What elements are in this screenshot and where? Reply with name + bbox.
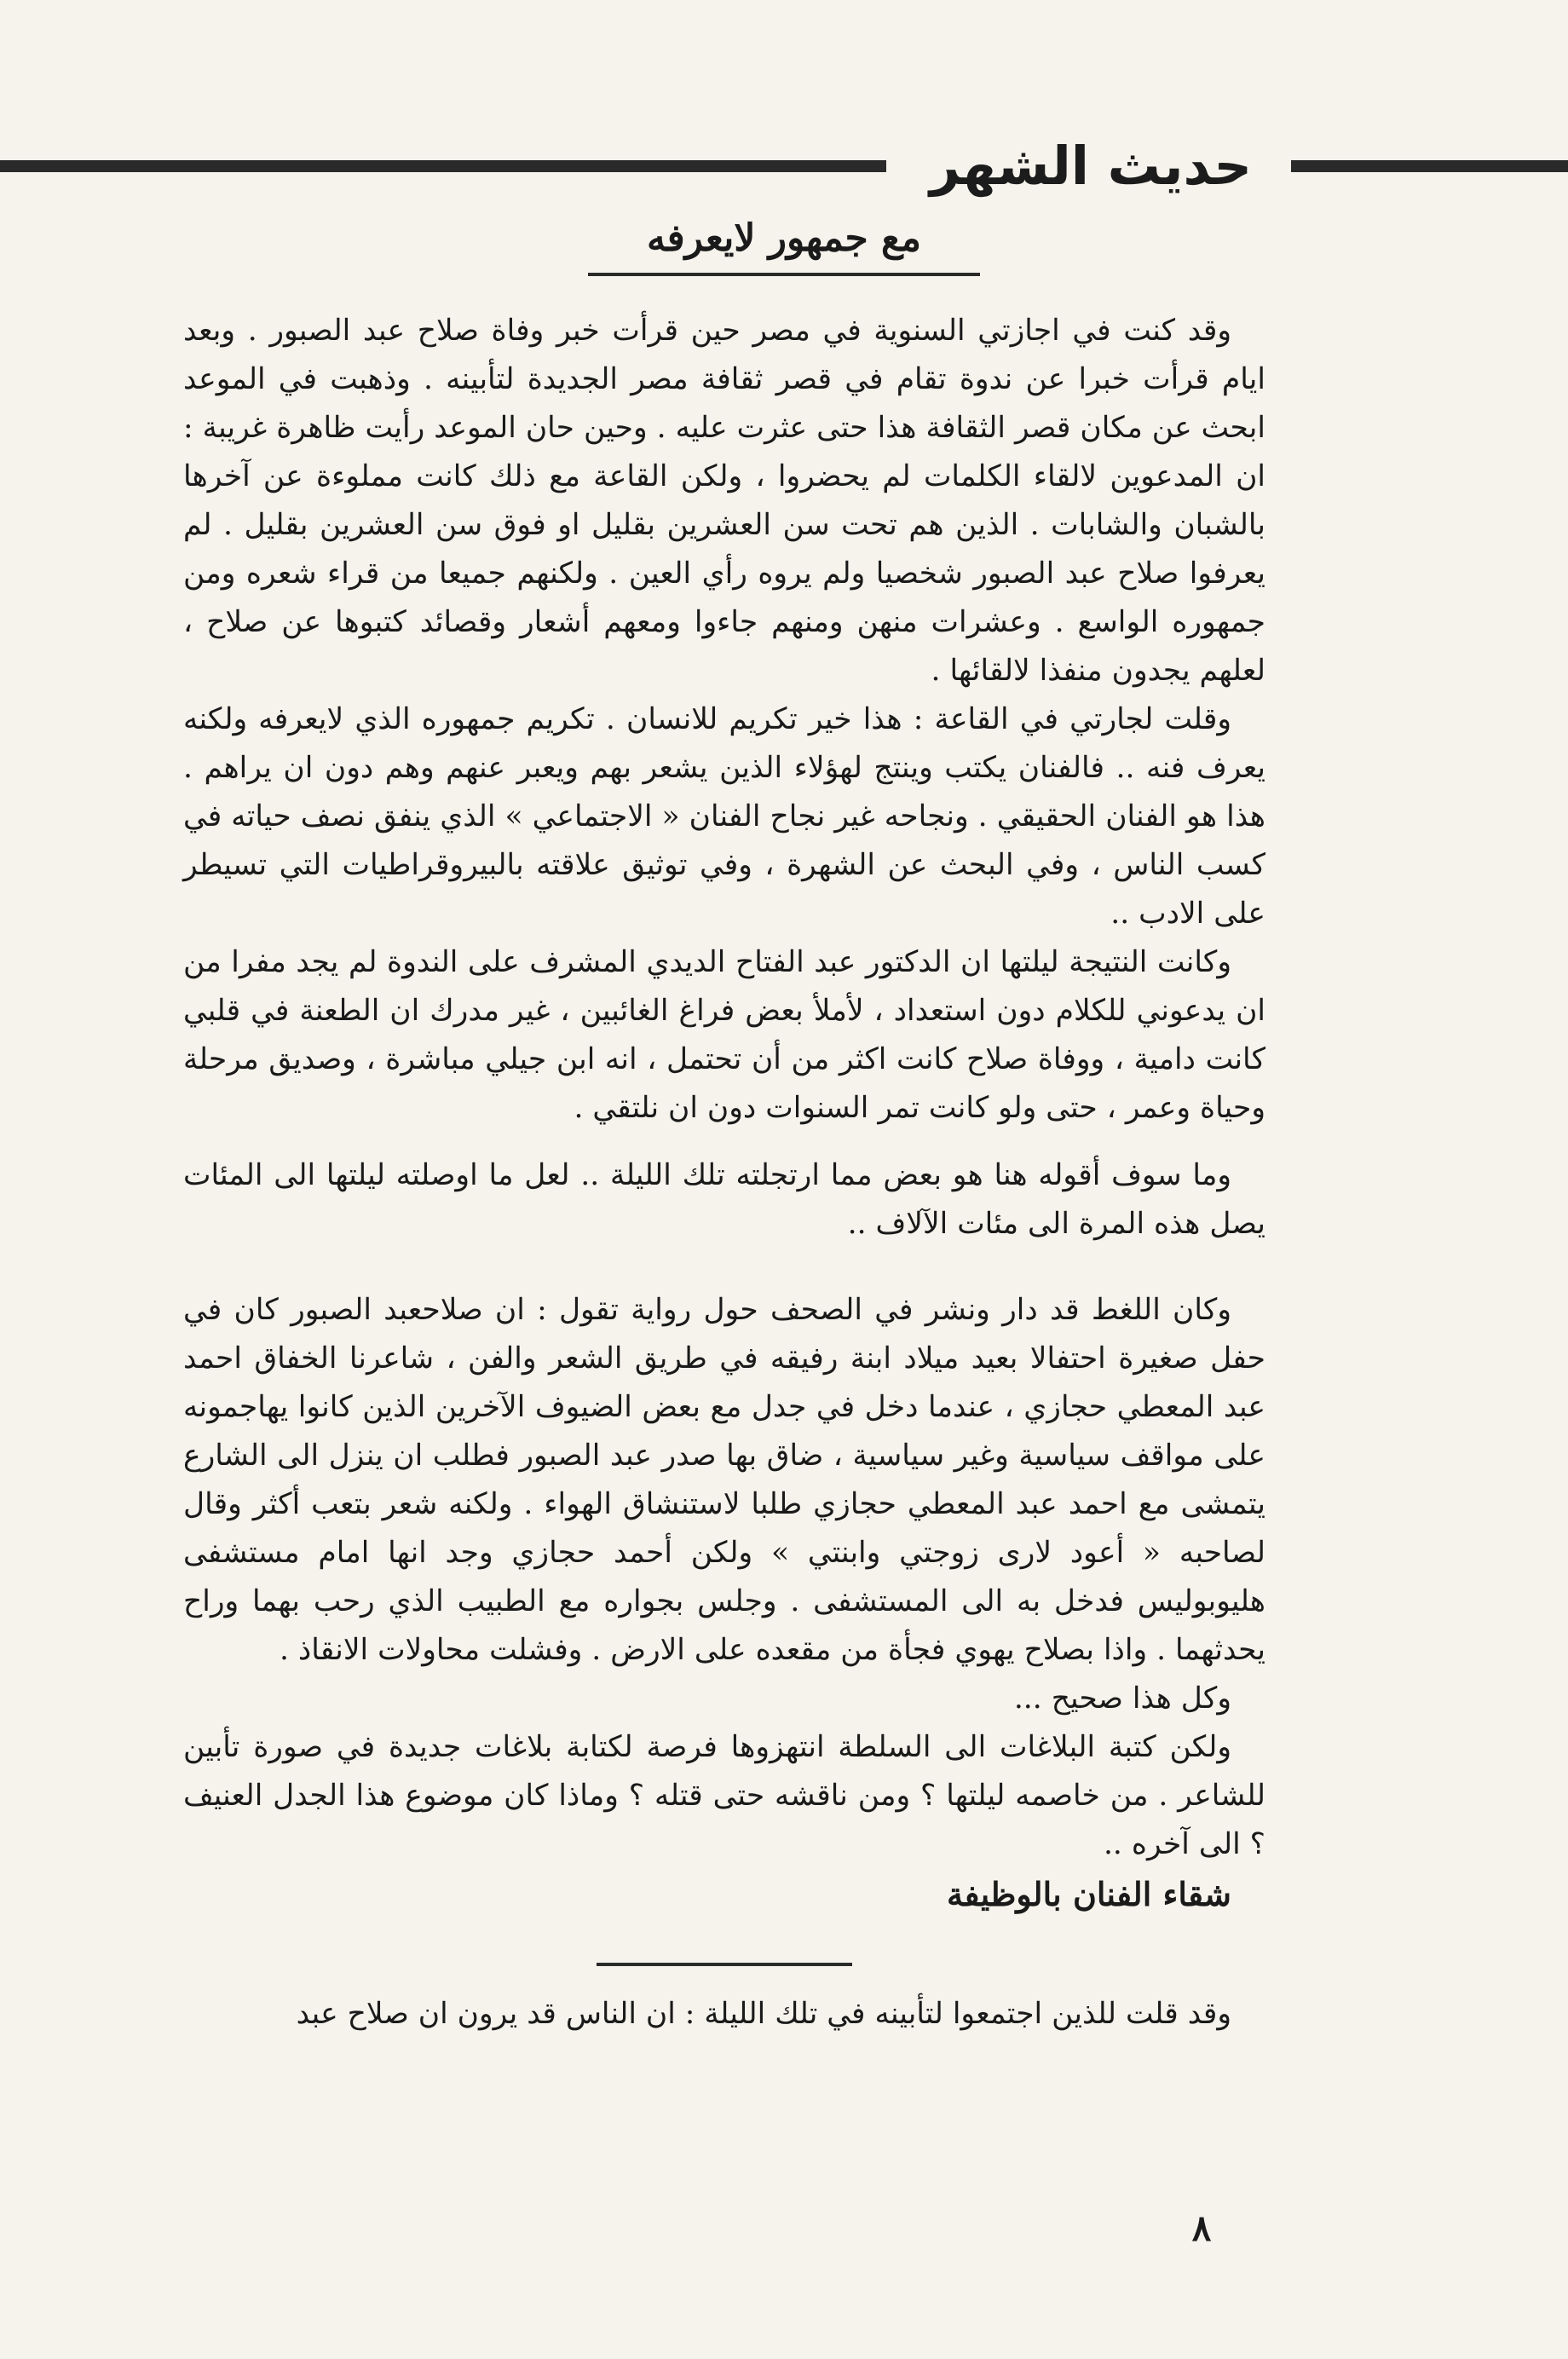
- title-underline: [588, 273, 980, 276]
- article-body: [183, 307, 1265, 2039]
- section-subheading: شقاء الفنان بالوظيفة: [947, 1875, 1231, 1913]
- paragraph: وما سوف أقوله هنا هو بعض مما ارتجلته تلك الليلة .. لعل ما اوصلته ليلتها الى المئات يصل هذه المرة الى مئات الآلاف ..: [183, 1158, 1265, 1241]
- article-title: مع جمهور لايعرفه: [647, 216, 921, 260]
- paragraph: وقلت لجارتي في القاعة : هذا خير تكريم للانسان . تكريم جمهوره الذي لايعرفه ولكنه يعرف فنه .. فالفنان يكتب وينتج لهؤلاء الذين يشعر بهم ويعبر عنهم وهم دون ان يراهم . هذا هو الفنان الحقيقي . ونجاحه غير نجاح الفنان « الاجتماعي » الذي ينفق نصف حياته في كسب الناس ، وفي البحث عن الشهرة ، وفي توثيق علاقته بالبيروقراطيات التي تسيطر على الادب ..: [183, 702, 1265, 931]
- subheading-underline: [597, 1963, 852, 1966]
- page-header: [0, 128, 1568, 205]
- masthead-logo: حديث الشهر: [929, 135, 1253, 197]
- paragraph: وكل هذا صحيح ...: [1013, 1681, 1231, 1716]
- header-rule-right: [1291, 160, 1568, 172]
- paragraph: وكان اللغط قد دار ونشر في الصحف حول رواية تقول : ان صلاحعبد الصبور كان في حفل صغيرة احتفالا بعيد ميلاد ابنة رفيقه في طريق الشعر والفن ، شاعرنا الخفاق احمد عبد المعطي حجازي ، عندما دخل في جدل مع بعض الضيوف الآخرين الذين كانوا يهاجمونه على مواقف سياسية وغير سياسية ، ضاق بها صدر عبد الصبور فطلب ان ينزل الى الشارع يتمشى مع احمد عبد المعطي حجازي طلبا لاستنشاق الهواء . ولكنه شعر بتعب أكثر وقال لصاحبه « أعود لارى زوجتي وابنتي » ولكن أحمد حجازي وجد انها امام مستشفى هليوبوليس فدخل به الى المستشفى . وجلس بجواره مع الطبيب الذي رحب بهما وراح يحدثهما . واذا بصلاح يهوي فجأة من مقعده على الارض . وفشلت محاولات الانقاذ .: [183, 1293, 1265, 1667]
- header-rule-left: [0, 160, 886, 172]
- paragraph: وقد كنت في اجازتي السنوية في مصر حين قرأت خبر وفاة صلاح عبد الصبور . وبعد ايام قرأت خبرا عن ندوة تقام في قصر ثقافة مصر الجديدة لتأبينه . وذهبت في الموعد ابحث عن مكان قصر الثقافة هذا حتى عثرت عليه . وحين حان الموعد رأيت ظاهرة غريبة : ان المدعوين لالقاء الكلمات لم يحضروا ، ولكن القاعة مع ذلك كانت مملوءة عن آخرها بالشبان والشابات . الذين هم تحت سن العشرين بقليل او فوق سن العشرين بقليل . لم يعرفوا صلاح عبد الصبور شخصيا ولم يروه رأي العين . ولكنهم جميعا من قراء شعره ومن جمهوره الواسع . وعشرات منهن ومنهم جاءوا ومعهم أشعار وقصائد كتبوها عن صلاح ، لعلهم يجدون منفذا لالقائها .: [183, 314, 1265, 688]
- paragraph: وقد قلت للذين اجتمعوا لتأبينه في تلك الليلة : ان الناس قد يرون ان صلاح عبد: [296, 1997, 1231, 2031]
- paragraph: وكانت النتيجة ليلتها ان الدكتور عبد الفتاح الديدي المشرف على الندوة لم يجد مفرا من ان يدعوني للكلام دون استعداد ، لأملأ بعض فراغ الغائبين ، غير مدرك ان الطعنة في قلبي كانت دامية ، ووفاة صلاح كانت اكثر من أن تحتمل ، انه ابن جيلي مباشرة ، وصديق مرحلة وحياة وعمر ، حتى ولو كانت تمر السنوات دون ان نلتقي .: [183, 945, 1265, 1125]
- page-number: ٨: [1191, 2207, 1212, 2249]
- paragraph: ولكن كتبة البلاغات الى السلطة انتهزوها فرصة لكتابة بلاغات جديدة في صورة تأبين للشاعر . من خاصمه ليلتها ؟ ومن ناقشه حتى قتله ؟ وماذا كان موضوع هذا الجدل العنيف ؟ الى آخره ..: [183, 1730, 1265, 1861]
